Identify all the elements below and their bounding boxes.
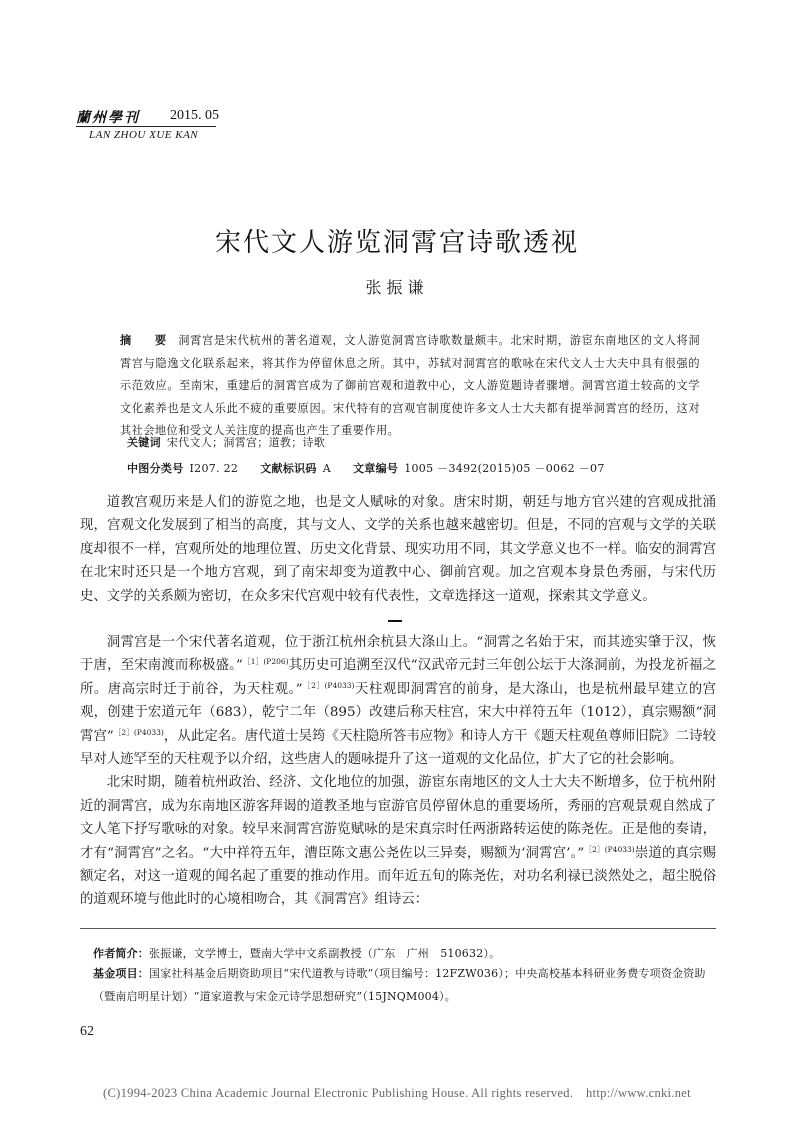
abstract [120,330,700,443]
citation-ref: ［2］(P4033) [302,680,355,690]
paper-author: 张振谦 [365,278,429,297]
body-paragraph: 洞霄宫是一个宋代著名道观，位于浙江杭州余杭县大涤山上。“洞霄之名始于宋，而其迹实肇于汉，恢于唐，至宋南渡而称极盛。”$^{[1](P206)}$其历史可追溯至汉代“汉武帝元封三年创公坛于大涤洞前，为投龙祈福之所。唐高宗时迁于前谷，为天柱观。”$^{[2](P4033)}$天柱观即洞霄宫的前身，是大涤山，也是杭州最早建立的宫观，创建于宏道元年（683），乾宁二年（895）改建后称天柱宫，宋大中祥符五年（1012），真宗赐额“洞霄宫”$^{[2](P4033)}$，从此定名。唐代道士吴筠《天柱隐所答韦应物》和诗人方干《题天柱观鱼尊师旧院》二诗较早对人迹罕至的天柱观予以介绍，这些唐人的题咏提升了这一道观的文化品位，扩大了它的社会影响。 [80,635,717,768]
article-number-value: 1005 －3492(2015)05 －0062 －07 [404,462,605,475]
classification-line [127,460,605,476]
keywords-text: 宋代文人；洞霄宫；道教；诗歌 [166,436,326,449]
footnote-fund: 基金项目：国家社科基金后期资助项目“宋代道教与诗歌”（项目编号：12FZW036）；中央高校基本科研业务费专项资金资助（暨南启明星计划）“道家道教与宋金元诗学思想研究”（15JNQM004）。 [93,967,706,1003]
intro-section [80,491,716,608]
citation-ref: ［1］(P206) [242,657,289,667]
section-number [388,620,402,622]
intro-paragraph: 道教宫观历来是人们的游览之地，也是文人赋咏的对象。唐宋时期，朝廷与地方官兴建的宫观成批涌现，宫观文化发展到了相当的高度，其与文人、文学的关系也越来越密切。但是，不同的宫观与文学的关联度却很不一样，宫观所处的地理位置、历史文化背景、现实功用不同，其文学意义也不一样。临安的洞霄宫在北宋时还只是一个地方宫观，到了南宋却变为道教中心、御前宫观。加之宫观本身景色秀丽，与宋代历史、文学的关系颇为密切，在众多宋代宫观中较有代表性，文章选择这一道观，探索其文学意义。 [80,495,716,604]
clc-value: I207. 22 [189,462,239,475]
citation-ref: ［2］(P4033) [113,727,164,737]
header-rule [76,126,216,127]
abstract-label: 摘 要 [120,334,173,347]
copyright-footer: (C)1994-2023 China Academic Journal Electronic Publishing House. All rights reserved. http://www.cnki.net [103,1086,691,1100]
journal-logo: 蘭州學刊 [76,110,140,126]
footnote-author: 作者简介：张振谦，文学博士，暨南大学中文系副教授（广东 广州 510632）。 [93,947,501,960]
clc-label: 中图分类号 [127,462,184,475]
journal-issue: 2015. 05 [170,108,219,123]
body-section [80,631,716,912]
journal-name-roman: LAN ZHOU XUE KAN [89,129,199,141]
article-number-label: 文章编号 [352,462,399,475]
keywords-label: 关键词 [127,436,161,449]
citation-ref: ［2］(P4033) [584,844,635,854]
keywords [127,434,325,450]
abstract-text: 洞霄宫是宋代杭州的著名道观，文人游览洞霄宫诗歌数量颇丰。北宋时期，游宦东南地区的文人将洞霄宫与隐逸文化联系起来，将其作为停留休息之所。其中，苏轼对洞霄宫的歌咏在宋代文人士大夫中具有很强的示范效应。至南宋，重建后的洞霄宫成为了御前宫观和道教中心，文人游览题诗者骤增。洞霄宫道士较高的文学文化素养也是文人乐此不疲的重要原因。宋代特有的宫观官制度使许多文人士大夫都有提举洞霄宫的经历，这对其社会地位和受文人关注度的提高也产生了重要作用。 [120,334,700,438]
footnote-rule [80,928,716,929]
doc-code-value: A [322,462,331,475]
page-number: 62 [80,1024,94,1039]
paper-title: 宋代文人游览洞霄宫诗歌透视 [214,228,579,258]
body-paragraph: 北宋时期，随着杭州政治、经济、文化地位的加强，游宦东南地区的文人士大夫不断增多，位于杭州附近的洞霄宫，成为东南地区游客拜谒的道教圣地与宦游官员停留休息的重要场所，秀丽的宫观景观自然成了文人笔下抒写歌咏的对象。较早来洞霄宫游览赋咏的是宋真宗时任两浙路转运使的陈尧佐。正是他的奏请，才有“洞霄宫”之名。“大中祥符五年，漕臣陈文惠公尧佐以三异奏，赐额为‘洞霄宫’。”$^{[2](P4033)}$崇道的真宗赐额定名，对这一道观的闻名起了重要的推动作用。而年近五旬的陈尧佐，对功名利禄已淡然处之，超尘脱俗的道观环境与他此时的心境相吻合，其《洞霄宫》组诗云： [80,775,716,908]
doc-code-label: 文献标识码 [260,462,317,475]
